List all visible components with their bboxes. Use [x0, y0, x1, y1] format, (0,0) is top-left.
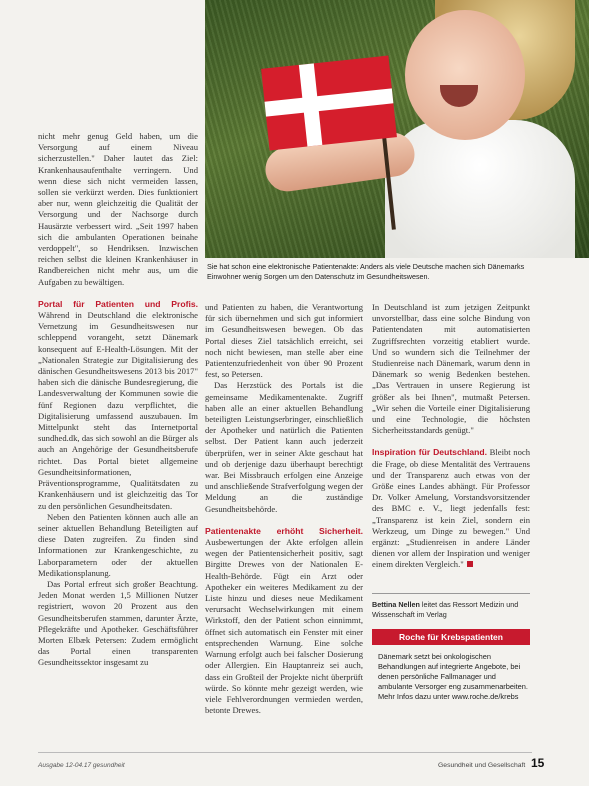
paragraph-text: Ausbewertungen der Akte erfolgen allein wegen der Patientensicherheit positiv, sagt Birgitte Drewes von der Nationalen E-Health-Behörde. Fügt ein Arzt oder Apotheker ein weiteres Medikament zu der Liste hinzu und dieses neue Medikament verursacht Wechselwirkungen mit einem Wirkstoff, den der Patient schon einnimmt, öffnet sich automatisch ein Fenster mit einer entsprechenden Warnung. Eine solche Warnung erfolgt auch bei falscher Dosierung oder Allergien. Ein Hauptanreiz sei auch, dass ein Großteil der Projekte nicht überprüft würde. So könnte mehr gezeigt werden, wie viele Fehlverordnungen vermieden werden, betonte Drewes. [205, 537, 363, 716]
footer-section: Gesundheit und Gesellschaft [438, 762, 526, 769]
danish-flag [261, 56, 397, 151]
infobox-title: Roche für Krebspatienten [372, 629, 530, 645]
author-name: Bettina Nellen [372, 600, 420, 609]
photo-caption: Sie hat schon eine elektronische Patientenakte: Anders als viele Deutsche machen sich Dänemarks Einwohner wenig Sorgen um den Datenschutz im Gesundheitswesen. [207, 262, 525, 281]
article-column-3 [372, 302, 530, 571]
article-column-1 [38, 131, 198, 669]
paragraph-text: Bleibt noch die Frage, ob diese Mentalität des Vertrauens und der Transparenz auch etwas von der Größe eines Landes abhängt. Für Professor Dr. Volker Amelung, Vorstandsvorsitzender des BMC e. V., liegt jedenfalls fest: „Transparenz ist kein Ziel, sondern ein Werkzeug, um Dinge zu bewegen." Und ergänzt: „Studienreisen in andere Länder dienen vor allem der Inspiration und weniger einem direkten Vergleich." [372, 447, 530, 570]
paragraph-text: Während in Deutschland die elektronische Vernetzung im Gesundheitswesen nur schleppend vorangeht, setzt Dänemark konsequent auf E-Health-Lösungen. Mit der „Nationalen Strategie zur Digitalisierung des dänischen Gesundheitswesens 2013 bis 2017" haben sich die dänische Bundesregierung, die Landesverwaltung der Kommunen sowie die fünf Regionen dazu verpflichtet, die Digitalisierung umfassend auszubauen. Im Mittelpunkt steht das Internetportal sundhed.dk, das sich sowohl an die Bürger als auch an Angehörige der Gesundheitsberufe richtet. Das Portal bietet allgemeine Gesundheitsinformationen, Präventionsprogramme, Qualitätsdaten zu Krankenhäusern und ist gleichzeitig das Tor zu den persönlichen Gesundheitsdaten. [38, 310, 198, 511]
footer-issue: Ausgabe 12-04.17 gesundheit [38, 762, 125, 769]
end-mark-icon [467, 561, 473, 567]
page-number: 15 [531, 756, 545, 770]
girl-face [405, 10, 525, 140]
article-column-2 [205, 302, 363, 716]
paragraph: Das Portal erfreut sich großer Beachtung. Jeden Monat werden 1,5 Millionen Nutzer registriert, wovon 20 Prozent aus den Gesundheitsberufen stammen, darunter Ärzte, Pflegekräfte und Apotheker. Geschäftsführer Morten Elbæk Petersen: Zudem ermöglicht das Portal einen transparenten Gesundheitssektor insgesamt zu [38, 578, 198, 668]
paragraph: und Patienten zu haben, die Verantwortung für sich übernehmen und sich gut informiert im Gesundheitswesen bewegen. Ob das Portal dieses Ziel tatsächlich erreicht, sei noch nicht bewiesen, man stelle aber eine Patientenzufriedenheit von über 90 Prozent fest, so Petersen. [205, 302, 363, 380]
paragraph-with-heading [38, 299, 198, 512]
paragraph: In Deutschland ist zum jetzigen Zeitpunkt unvorstellbar, dass eine solche Bindung von Patientendaten mit automatisierten Zugriffsrechten vorzeitig etabliert wurde. Und so wundern sich die Teilnehmer der Studienreise nach Dänemark, warum denn in Dänemark so wenig Bedenken bestehen. „Das Vertrauen in unsere Regierung ist größer als bei Ihnen", mutmaßt Petersen. „Wir sehen die Vorteile einer Digitalisierung und eine Technologie, die höchsten Sicherheitsstandards genügt." [372, 302, 530, 436]
subheading: Patientenakte erhöht Sicherheit. [205, 525, 363, 536]
flag-cross-horizontal [265, 88, 394, 116]
paragraph: Das Herzstück des Portals ist die gemeinsame Medikamentenakte. Zugriff haben alle an einer aktuellen Behandlung beteiligten Leistungserbringer, einschließlich der Apotheker und natürlich die Patienten selbst. Der Patient kann auch jederzeit überprüfen, wer in seiner Akte geschaut hat und ob derjenige dazu überhaupt berechtigt war. Bei Missbrauch erfolgen eine Anzeige und anschließende Strafverfolgung wegen der Meldung an die zuständige Gesundheitsbehörde. [205, 380, 363, 514]
paragraph-with-heading [372, 447, 530, 570]
author-role: leitet das Ressort Medizin und Wissenschaft im Verlag [372, 600, 519, 619]
girl-dress [385, 120, 575, 258]
subheading: Inspiration für Deutschland. [372, 447, 488, 458]
paragraph: Neben den Patienten können auch alle an seiner aktuellen Behandlung Beteiligten auf diese Daten zugreifen. Zu finden sind Informationen zur Krankengeschichte, zu Laborparametern oder der aktuellen Medikationsplanung. [38, 511, 198, 578]
hero-photo [205, 0, 589, 258]
author-note [372, 593, 530, 620]
footer-divider [38, 752, 532, 753]
infobox-body: Dänemark setzt bei onkologischen Behandlungen auf integrierte Angebote, bei denen persönliche Fallmanager und ambulante Versorger eng zusammenarbeiten. Mehr Infos dazu unter www.roche.de/krebs [378, 652, 528, 701]
paragraph: nicht mehr genug Geld haben, um die Versorgung auf einem Niveau sicherzustellen." Daher lautet das Ziel: Krankenhausaufenthalte verringern. Und wenn diese sich nicht vermeiden lassen, sollen sie verkürzt werden. Dies funktioniert aber nur, wenn gleichzeitig die Qualität der Versorgung und der Nachsorge durch Hausärzte verbessert wird. „Seit 1997 haben sich die ambulanten Operationen beinahe verdoppelt", so Hendriksen. Inzwischen reichen selbst die kleinen Krankenhäuser in Randbereichen nicht mehr aus, um die Aufgaben zu bewältigen. [38, 131, 198, 287]
subheading: Portal für Patienten und Profis. [38, 298, 198, 309]
paragraph-with-heading [205, 526, 363, 716]
